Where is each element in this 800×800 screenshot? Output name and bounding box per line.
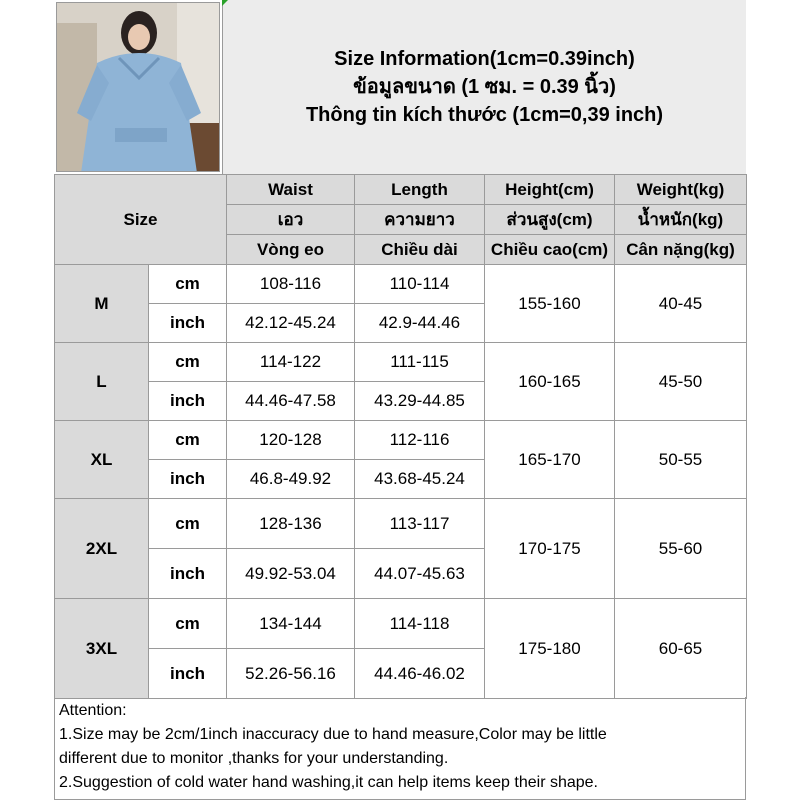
header-weight-vi: Cân nặng(kg) <box>615 235 747 265</box>
length-value: 112-116 <box>355 421 485 460</box>
header-weight-en: Weight(kg) <box>615 175 747 205</box>
length-value: 110-114 <box>355 265 485 304</box>
length-value: 44.46-46.02 <box>355 649 485 699</box>
unit-label: inch <box>149 304 227 343</box>
header-length-vi: Chiều dài <box>355 235 485 265</box>
length-value: 43.29-44.85 <box>355 382 485 421</box>
unit-label: inch <box>149 649 227 699</box>
waist-value: 42.12-45.24 <box>227 304 355 343</box>
attention-line-3: 2.Suggestion of cold water hand washing,it can help items keep their shape. <box>59 774 598 791</box>
weight-value: 55-60 <box>615 499 747 599</box>
attention-line-1: 1.Size may be 2cm/1inch inaccuracy due to hand measure,Color may be little <box>59 726 607 743</box>
header-vietnamese: Thông tin kích thước (1cm=0,39 inch) <box>305 104 664 126</box>
attention-note <box>54 697 746 800</box>
weight-value: 40-45 <box>615 265 747 343</box>
length-value: 43.68-45.24 <box>355 460 485 499</box>
height-value: 160-165 <box>485 343 615 421</box>
header-weight-th: น้ำหนัก(kg) <box>615 205 747 235</box>
waist-value: 46.8-49.92 <box>227 460 355 499</box>
header-height-th: ส่วนสูง(cm) <box>485 205 615 235</box>
header-waist-en: Waist <box>227 175 355 205</box>
table-row <box>55 599 747 649</box>
length-value: 114-118 <box>355 599 485 649</box>
model-photo-icon <box>57 3 220 172</box>
waist-value: 52.26-56.16 <box>227 649 355 699</box>
unit-label: inch <box>149 382 227 421</box>
size-column-header: Size <box>55 175 227 265</box>
height-value: 175-180 <box>485 599 615 699</box>
waist-value: 128-136 <box>227 499 355 549</box>
product-photo <box>56 2 220 172</box>
waist-value: 44.46-47.58 <box>227 382 355 421</box>
header-english: Size Information(1cm=0.39inch) <box>334 48 635 70</box>
corner-mark <box>222 0 228 6</box>
height-value: 155-160 <box>485 265 615 343</box>
size-table <box>54 174 747 699</box>
weight-value: 50-55 <box>615 421 747 499</box>
waist-value: 114-122 <box>227 343 355 382</box>
table-row <box>55 499 747 549</box>
header-height-en: Height(cm) <box>485 175 615 205</box>
waist-value: 120-128 <box>227 421 355 460</box>
size-name: XL <box>55 421 149 499</box>
height-value: 165-170 <box>485 421 615 499</box>
header-length-th: ความยาว <box>355 205 485 235</box>
size-info-header <box>222 0 746 174</box>
unit-label: cm <box>149 599 227 649</box>
length-value: 111-115 <box>355 343 485 382</box>
waist-value: 49.92-53.04 <box>227 549 355 599</box>
table-row <box>55 343 747 382</box>
unit-label: cm <box>149 265 227 304</box>
waist-value: 134-144 <box>227 599 355 649</box>
size-name: 2XL <box>55 499 149 599</box>
unit-label: cm <box>149 343 227 382</box>
length-value: 42.9-44.46 <box>355 304 485 343</box>
size-name: M <box>55 265 149 343</box>
waist-value: 108-116 <box>227 265 355 304</box>
length-value: 113-117 <box>355 499 485 549</box>
header-thai: ข้อมูลขนาด (1 ซม. = 0.39 นิ้ว) <box>353 76 616 98</box>
weight-value: 45-50 <box>615 343 747 421</box>
table-row <box>55 265 747 304</box>
size-name: L <box>55 343 149 421</box>
header-height-vi: Chiều cao(cm) <box>485 235 615 265</box>
height-value: 170-175 <box>485 499 615 599</box>
weight-value: 60-65 <box>615 599 747 699</box>
header-waist-vi: Vòng eo <box>227 235 355 265</box>
table-row <box>55 421 747 460</box>
header-length-en: Length <box>355 175 485 205</box>
length-value: 44.07-45.63 <box>355 549 485 599</box>
header-waist-th: เอว <box>227 205 355 235</box>
unit-label: cm <box>149 499 227 549</box>
unit-label: inch <box>149 460 227 499</box>
unit-label: inch <box>149 549 227 599</box>
unit-label: cm <box>149 421 227 460</box>
attention-line-2: different due to monitor ,thanks for your understanding. <box>59 750 449 767</box>
size-name: 3XL <box>55 599 149 699</box>
attention-title: Attention: <box>59 702 127 719</box>
